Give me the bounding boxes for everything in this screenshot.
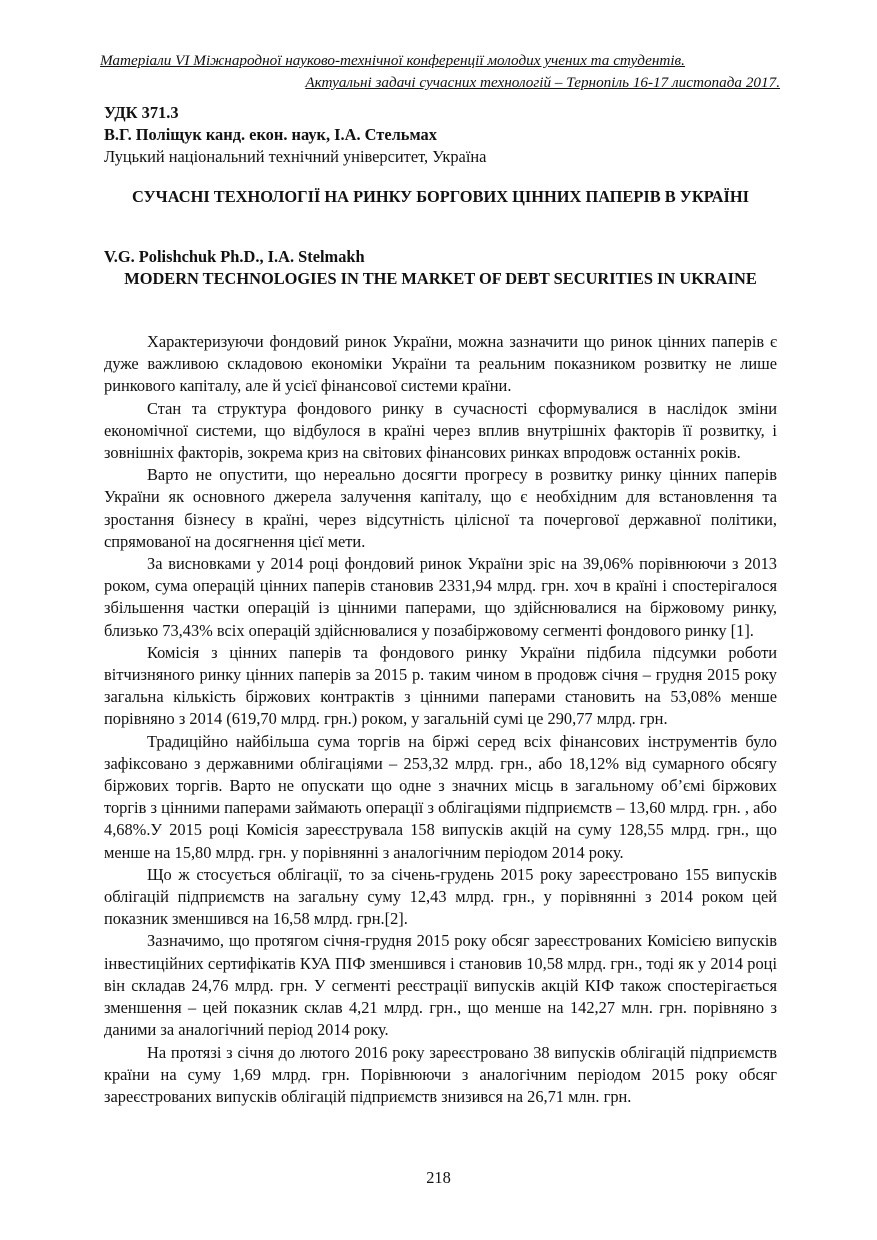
front-matter — [104, 102, 777, 168]
conference-header-line-2: Актуальні задачі сучасних технологій – Тернопіль 16-17 листопада 2017. — [305, 74, 780, 91]
udc-code: УДК 371.3 — [104, 103, 179, 122]
paragraph: Що ж стосується облігації, то за січень-грудень 2015 року зареєстровано 155 випусків облігацій підприємств на загальну суму 12,43 млрд. грн., у порівнянні з 2014 роком цей показник зменшився на 16,58 млрд. грн.[2]. — [104, 864, 777, 929]
affiliation: Луцький національний технічний університет, Україна — [104, 147, 487, 166]
paragraph: Комісія з цінних паперів та фондового ринку України підбила підсумки роботи вітчизняного ринку цінних паперів за 2015 р. таким чином в продовж січня – грудня 2015 року загальна кількість біржових контрактів з цінними паперами становить на 53,08% менше порівняно з 2014 (619,70 млрд. грн.) роком, у загальній сумі це 290,77 млрд. грн. — [104, 642, 777, 729]
conference-header — [100, 50, 780, 94]
authors-english: V.G. Polishchuk Ph.D., I.A. Stelmakh — [104, 247, 365, 266]
paragraph: Стан та структура фондового ринку в сучасності сформувалися в наслідок зміни економічної системи, що відбулося в країні через вплив внутрішніх факторів її розвитку, і зовнішніх факторів, зокрема криз на світових фінансових ринках впродовж останніх років. — [104, 398, 777, 463]
paragraph: Зазначимо, що протягом січня-грудня 2015 року обсяг зареєстрованих Комісією випусків інвестиційних сертифікатів КУА ПІФ зменшився і становив 10,58 млрд. грн., тоді як у 2014 році він складав 24,76 млрд. грн. У сегменті реєстрації випусків акцій КІФ також спостерігається зменшення – цей показник склав 4,21 млрд. грн., що менше на 142,27 млн. грн. порівняно з даними за аналогічний період 2014 року. — [104, 931, 777, 1040]
conference-header-line-1: Матеріали VI Міжнародної науково-технічної конференції молодих учених та студентів. — [100, 52, 685, 69]
authors-ukrainian: В.Г. Поліщук канд. екон. наук, І.А. Стельмах — [104, 125, 437, 144]
page-number: 218 — [426, 1168, 451, 1187]
paragraph: Традиційно найбільша сума торгів на біржі серед всіх фінансових інструментів було зафіксовано з державними облігаціями – 253,32 млрд. грн., або 18,12% від сумарного обсягу біржових торгів. Варто не опускати що одне з значних місць в загальному об’ємі біржових торгів з цінними паперами займають операції з облігаціями підприємств – 13,60 млрд. грн. , або 4,68%.У 2015 році Комісія зареєструвала 158 випусків акцій на суму 128,55 млрд. грн., що менше на 15,80 млрд. грн. у порівнянні з аналогічним періодом 2014 року. — [104, 731, 777, 862]
paragraph: За висновками у 2014 році фондовий ринок України зріс на 39,06% порівнюючи з 2013 роком, сума операцій цінних паперів становив 2331,94 млрд. грн. хоч в країні і спостерігалося збільшення частки операцій із цінними паперами, що здійснювалися на біржовому ринку, близько 73,43% всіх операцій здійснювалися у позабіржовому сегменті фондового ринку [1]. — [104, 554, 777, 640]
english-front-matter — [104, 246, 777, 290]
paragraph: Варто не опустити, що нереально досягти прогресу в розвитку ринку цінних паперів України як основного джерела залучення капіталу, що є необхідним для встановлення та зростання бізнесу в країні, через відсутність цілісної та почергової державної політики, спрямованої на досягнення цієї мети. — [104, 465, 777, 551]
article-body — [104, 331, 777, 1108]
paragraph: Характеризуючи фондовий ринок України, можна зазначити що ринок цінних паперів є дуже важливою складовою економіки України та реальним показником розвитку не лише ринкового капіталу, але й усієї фінансової системи країни. — [104, 332, 777, 396]
title-english: MODERN TECHNOLOGIES IN THE MARKET OF DEBT SECURITIES IN UKRAINE — [124, 269, 757, 288]
title-ukrainian: СУЧАСНІ ТЕХНОЛОГІЇ НА РИНКУ БОРГОВИХ ЦІННИХ ПАПЕРІВ В УКРАЇНІ — [132, 187, 749, 206]
paragraph: На протязі з січня до лютого 2016 року зареєстровано 38 випусків облігацій підприємств країни на суму 1,69 млрд. грн. Порівнюючи з аналогічним періодом 2015 року обсяг зареєстрованих випусків облігацій підприємств знизився на 26,71 млн. грн. — [104, 1042, 777, 1106]
